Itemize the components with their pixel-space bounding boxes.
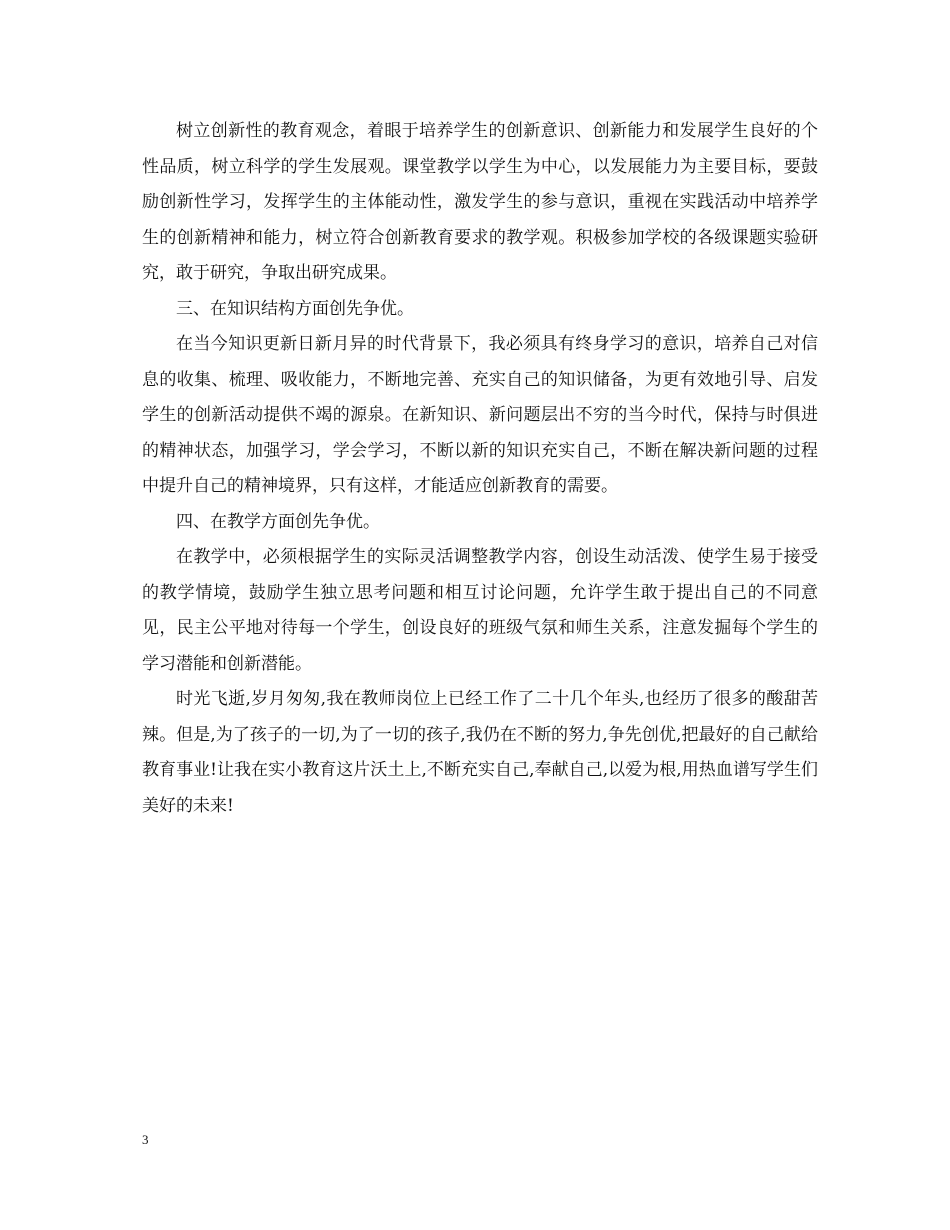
paragraph-teaching: 在教学中，必须根据学生的实际灵活调整教学内容，创设生动活泼、使学生易于接受的教学情境，鼓励学生独立思考问题和相互讨论问题，允许学生敢于提出自己的不同意见，民主公平地对待每一个学生，创设良好的班级气氛和师生关系，注意发掘每个学生的学习潜能和创新潜能。 [142,547,818,674]
page-number: 3 [142,1132,149,1147]
paragraph-education-concept: 树立创新性的教育观念，着眼于培养学生的创新意识、创新能力和发展学生良好的个性品质，树立科学的学生发展观。课堂教学以学生为中心，以发展能力为主要目标，要鼓励创新性学习，发挥学生的主体能动性，激发学生的参与意识，重视在实践活动中培养学生的创新精神和能力，树立符合创新教育要求的教学观。积极参加学校的各级课题实验研究，敢于研究，争取出研究成果。 [142,121,818,283]
heading-knowledge-structure: 三、在知识结构方面创先争优。 [176,298,414,319]
paragraph-conclusion: 时光飞逝,岁月匆匆,我在教师岗位上已经工作了二十几个年头,也经历了很多的酸甜苦辣。但是,为了孩子的一切,为了一切的孩子,我仍在不断的努力,争先创优,把最好的自己献给教育事业!让我在实小教育这片沃土上,不断充实自己,奉献自己,以爱为根,用热血谱写学生们美好的未来! [142,689,818,816]
heading-teaching: 四、在教学方面创先争优。 [176,511,380,532]
document-body [142,114,818,824]
paragraph-knowledge-structure: 在当今知识更新日新月异的时代背景下，我必须具有终身学习的意识，培养自己对信息的收集、梳理、吸收能力，不断地完善、充实自己的知识储备，为更有效地引导、启发学生的创新活动提供不竭的源泉。在新知识、新问题层出不穷的当今时代，保持与时俱进的精神状态，加强学习，学会学习，不断以新的知识充实自己，不断在解决新问题的过程中提升自己的精神境界，只有这样，才能适应创新教育的需要。 [142,334,818,496]
